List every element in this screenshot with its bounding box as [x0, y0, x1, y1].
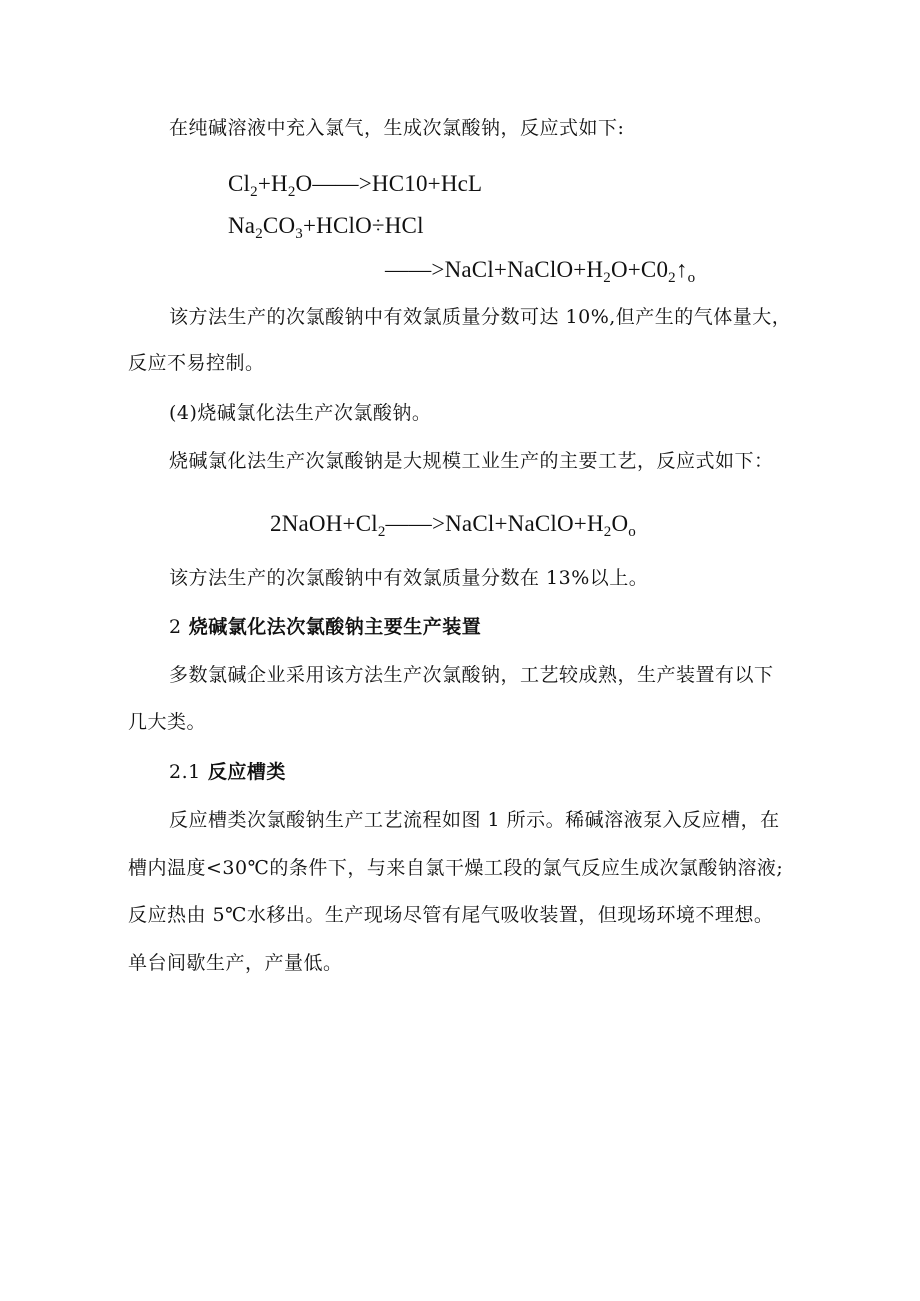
- paragraph-reaction-tank-line2: 槽内温度<30℃的条件下，与来自氯干燥工段的氯气反应生成次氯酸钠溶液;: [128, 857, 784, 879]
- paragraph-caustic-method: 烧碱氯化法生产次氯酸钠是大规模工业生产的主要工艺，反应式如下：: [169, 450, 774, 472]
- paragraph-reaction-tank-line1: 反应槽类次氯酸钠生产工艺流程如图 1 所示。稀碱溶液泵入反应槽，在: [169, 809, 780, 831]
- paragraph-reaction-tank-line3: 反应热由 5℃水移出。生产现场尽管有尾气吸收装置，但现场环境不理想。: [128, 904, 774, 926]
- equation-sodium-carbonate-part2: $——>NaCl+NaClO+H_2O+C0_2↑_o$: [385, 257, 696, 286]
- equation-sodium-carbonate-part1: $Na_2CO_3+HClO\div HCl$: [228, 213, 424, 242]
- equation-chlorine-water: $Cl_2+H_2O——>HC10+HcL$: [228, 171, 483, 200]
- section-heading-2: 2 烧碱氯化法次氯酸钠主要生产装置: [169, 616, 482, 638]
- paragraph-equipment-line1: 多数氯碱企业采用该方法生产次氯酸钠，工艺较成熟，生产装置有以下: [169, 664, 774, 686]
- section-item-4: (4)烧碱氯化法生产次氯酸钠。: [169, 402, 432, 424]
- paragraph-equipment-line2: 几大类。: [128, 711, 207, 733]
- paragraph-caustic-result: 该方法生产的次氯酸钠中有效氯质量分数在 13%以上。: [169, 567, 649, 589]
- paragraph-soda-method-line1: 该方法生产的次氯酸钠中有效氯质量分数可达 10%,但产生的气体量大，: [169, 306, 792, 328]
- equation-caustic-chlorination: $2NaOH+Cl_2——>NaCl+NaClO+H_2O_o$: [270, 511, 636, 540]
- paragraph-soda-method-line2: 反应不易控制。: [128, 352, 265, 374]
- intro-paragraph: 在纯碱溶液中充入氯气，生成次氯酸钠，反应式如下:: [169, 117, 625, 139]
- paragraph-reaction-tank-line4: 单台间歇生产，产量低。: [128, 952, 343, 974]
- section-heading-2-1: 2.1 反应槽类: [169, 761, 286, 783]
